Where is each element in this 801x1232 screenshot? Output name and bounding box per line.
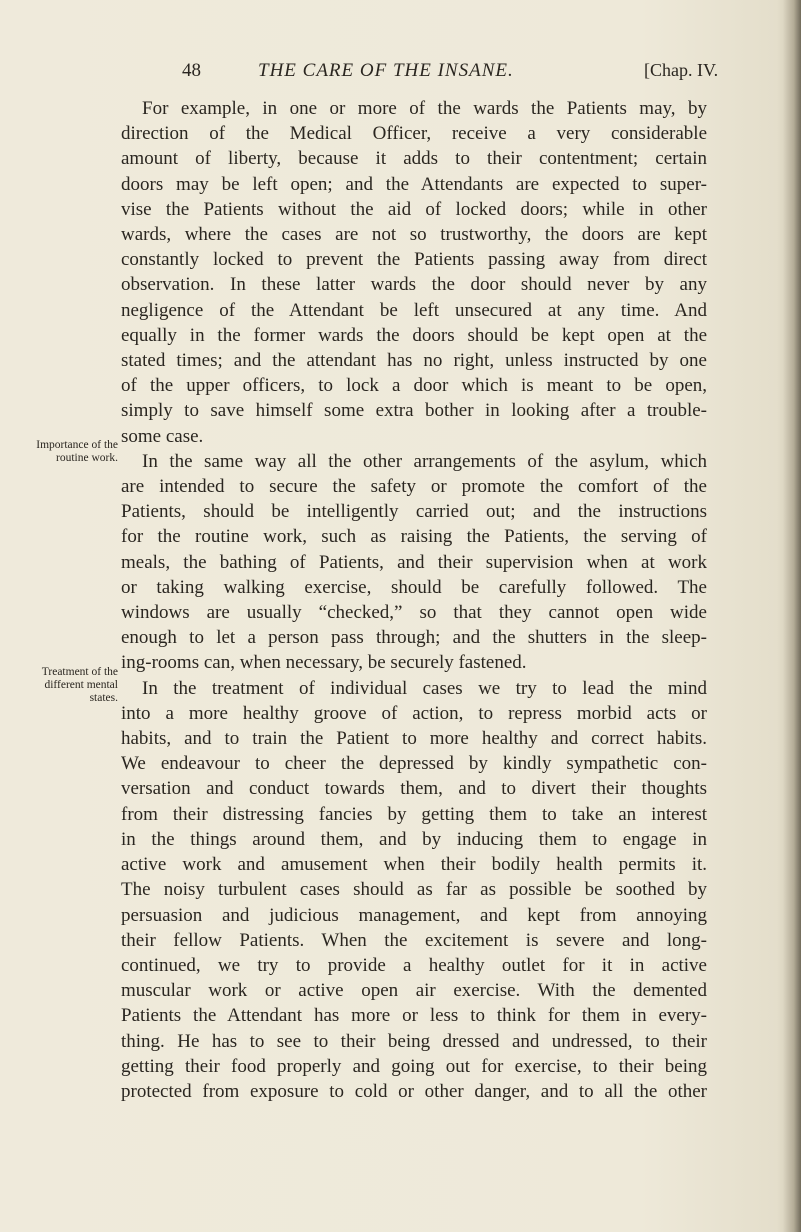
text-line: observation. In these latter wards the door should never by any: [121, 274, 707, 296]
text-line: into a more healthy groove of action, to repress morbid acts or: [121, 702, 707, 724]
text-line: wards, where the cases are not so trustworthy, the doors are kept: [121, 224, 707, 246]
text-line: vise the Patients without the aid of locked doors; while in other: [121, 198, 707, 220]
page-number: 48: [182, 60, 201, 81]
text-line: in the things around them, and by inducing them to engage in: [121, 828, 707, 850]
text-line: of the upper officers, to lock a door which is meant to be open,: [121, 375, 707, 397]
text-line: windows are usually “checked,” so that they cannot open wide: [121, 602, 707, 624]
text-line: versation and conduct towards them, and to divert their thoughts: [121, 778, 707, 800]
text-line: For example, in one or more of the wards the Patients may, by: [142, 98, 707, 119]
text-line: amount of liberty, because it adds to their contentment; certain: [121, 148, 707, 170]
body-text: [121, 96, 707, 1104]
text-line: some case.: [121, 425, 204, 447]
page-header: [0, 60, 801, 90]
margin-note-mental-states: Treatment of the different mental states.: [41, 666, 118, 704]
text-line: muscular work or active open air exercise. With the demented: [121, 980, 707, 1002]
text-line: constantly locked to prevent the Patients passing away from direct: [121, 249, 707, 271]
text-line: continued, we try to provide a healthy outlet for it in active: [121, 954, 707, 976]
text-line: for the routine work, such as raising the Patients, the serving of: [121, 526, 707, 548]
text-line: meals, the bathing of Patients, and their supervision when at work: [121, 551, 707, 573]
paragraph: [121, 449, 707, 676]
text-line: In the same way all the other arrangements of the asylum, which: [142, 450, 707, 472]
text-line: are intended to secure the safety or promote the comfort of the: [121, 476, 707, 498]
chapter-reference: [Chap. IV.: [644, 60, 719, 80]
text-line: ing-rooms can, when necessary, be securely fastened.: [121, 652, 527, 674]
margin-note-routine-work: Importance of the routine work.: [36, 439, 118, 464]
text-line: stated times; and the attendant has no right, unless instructed by one: [121, 350, 707, 372]
text-line: doors may be left open; and the Attendants are expected to super-: [121, 173, 707, 195]
text-line: equally in the former wards the doors should be kept open at the: [121, 324, 707, 346]
text-line: enough to let a person pass through; and the shutters in the sleep-: [121, 627, 707, 649]
text-line: The noisy turbulent cases should as far as possible be soothed by: [121, 879, 707, 901]
text-line: habits, and to train the Patient to more healthy and correct habits.: [121, 728, 707, 750]
text-line: their fellow Patients. When the excitement is severe and long-: [121, 929, 707, 951]
text-line: active work and amusement when their bodily health permits it.: [121, 854, 707, 876]
text-line: simply to save himself some extra bother in looking after a trouble-: [121, 400, 707, 422]
text-line: persuasion and judicious management, and kept from annoying: [121, 904, 707, 926]
text-line: Patients the Attendant has more or less to think for them in every-: [121, 1005, 707, 1027]
running-title: THE CARE OF THE INSANE.: [258, 60, 514, 81]
text-line: In the treatment of individual cases we try to lead the mind: [142, 677, 707, 699]
text-line: negligence of the Attendant be left unsecured at any time. And: [121, 299, 707, 321]
text-line: or taking walking exercise, should be carefully followed. The: [121, 576, 707, 598]
text-line: getting their food properly and going out for exercise, to their being: [121, 1055, 707, 1077]
text-line: thing. He has to see to their being dressed and undressed, to their: [121, 1030, 707, 1052]
text-line: from their distressing fancies by getting them to take an interest: [121, 803, 707, 825]
text-line: direction of the Medical Officer, receive a very considerable: [121, 123, 707, 145]
text-line: Patients, should be intelligently carried out; and the instructions: [121, 501, 707, 523]
page-edge-shadow: [783, 0, 801, 1232]
text-line: We endeavour to cheer the depressed by kindly sympathetic con-: [121, 753, 707, 775]
text-line: protected from exposure to cold or other danger, and to all the other: [121, 1080, 707, 1102]
paragraph: [121, 96, 707, 449]
paragraph: [121, 676, 707, 1104]
